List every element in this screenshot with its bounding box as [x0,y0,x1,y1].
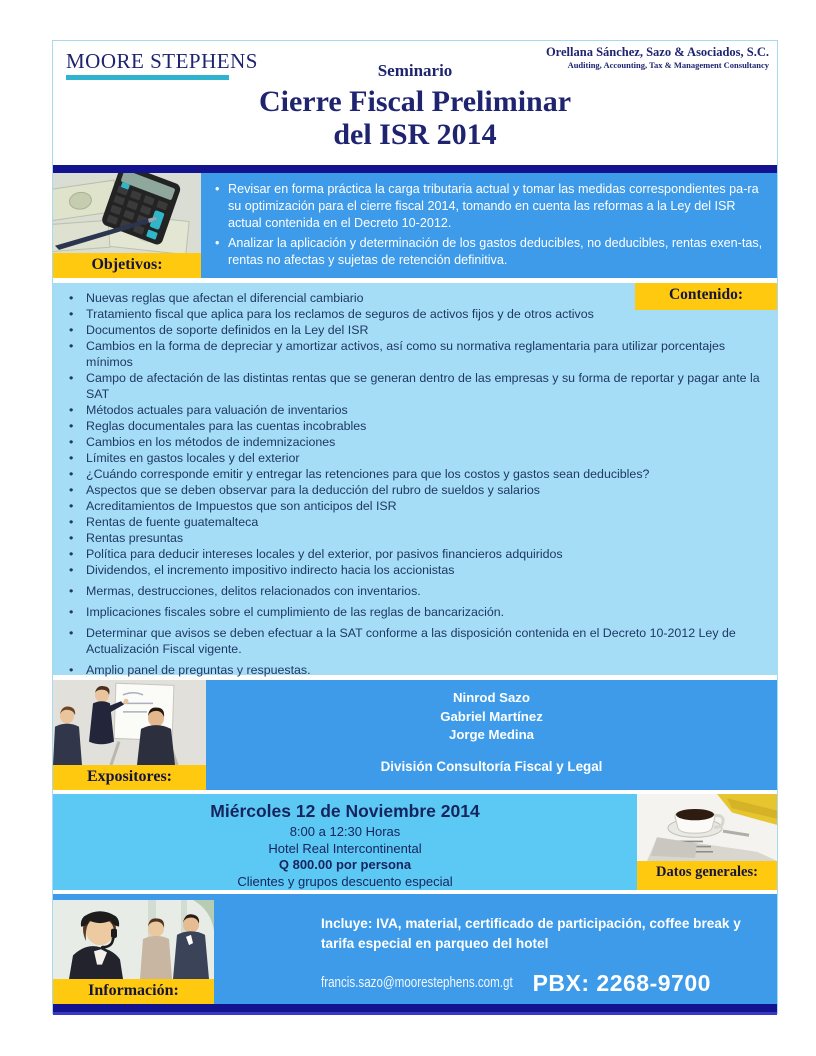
event-price: Q 800.00 por persona [278,857,412,872]
contenido-item: • Rentas de fuente guatemalteca [59,514,767,530]
contenido-item: • Tratamiento fiscal que aplica para los reclamos de seguros de activos fijos y de otros activos [59,306,767,322]
includes-text: Incluye: IVA, material, certificado de participación, coffee break y tarifa especial en parqueo del hotel [321,916,741,952]
flyer-page [52,40,778,1014]
contenido-item: • Amplio panel de preguntas y respuestas. [59,662,767,678]
contenido-item: • Documentos de soporte definidos en la Ley del ISR [59,322,767,338]
contenido-item: • Política para deducir intereses locales y del exterior, por pasivos financieros adquiridos [59,546,767,562]
contenido-item: • Cambios en la forma de depreciar y amortizar activos, así como su normativa reglamentaria para utilizar porcentajes mínimos [59,338,767,370]
flipchart-presentation-photo [53,680,206,765]
contenido-section [53,283,777,675]
objetivo-item: • Analizar la aplicación y determinación de los gastos deducibles, no deducibles, rentas exen-tas, rentas no afectas y sujetas de retención definitiva. [215,235,765,269]
expositor-name: Ninrod Sazo [453,690,530,705]
page-title-line2: del ISR 2014 [333,118,497,151]
call-center-photo [53,900,214,979]
event-venue: Hotel Real Intercontinental [268,840,422,856]
expositores-left-column [53,680,206,790]
objetivos-label: Objetivos: [53,253,201,278]
expositor-name: Gabriel Martínez [440,708,543,724]
event-date: Miércoles 12 de Noviembre 2014 [210,801,480,821]
contenido-item: • Acreditamientos de Impuestos que son anticipos del ISR [59,498,767,514]
expositores-section [53,680,777,790]
contenido-item: • Dividendos, el incremento impositivo indirecto hacia los accionistas [59,562,767,578]
informacion-section [53,894,777,1004]
contenido-item: • Cambios en los métodos de indemnizaciones [59,434,767,450]
contenido-item: • Campo de afectación de las distintas rentas que se generan dentro de las empresas y su forma de reportar y pagar ante la SAT [59,370,767,402]
expositores-division: División Consultoría Fiscal y Legal [380,758,603,774]
datos-generales-label: Datos generales: [637,861,777,890]
contenido-item: • Mermas, destrucciones, delitos relacionados con inventarios. [59,583,767,599]
informacion-label: Información: [53,979,214,1004]
contenido-item: • Límites en gastos locales y del exterior [59,450,767,466]
expositor-name: Jorge Medina [448,727,534,742]
event-time: 8:00 a 12:30 Horas [289,824,401,839]
objetivos-text-box [201,173,777,278]
contenido-item: • Métodos actuales para valuación de inventarios [59,402,767,418]
objetivos-section [53,173,777,278]
contenido-item: • Determinar que avisos se deben efectuar a la SAT conforme a las disposición contenida en el Decreto 10-2012 Ley de Actualización Fiscal vigente. [59,625,767,657]
moore-stephens-logo: MOORE STEPHENS [66,49,258,73]
event-discount-note: Clientes y grupos descuento especial [237,873,453,889]
objetivos-list [215,181,765,269]
coffee-newspaper-photo [637,794,777,861]
contact-row [321,970,767,997]
seminar-label: Seminario [377,61,453,80]
firm-tagline: Auditing, Accounting, Tax & Management Consultancy [567,60,769,70]
footer-separator-bar [53,1004,777,1015]
datos-generales-section [53,794,777,890]
contenido-item: • Aspectos que se deben observar para la deducción del rubro de sueldos y salarios [59,482,767,498]
contenido-label: Contenido: [635,283,777,310]
calculator-money-photo [53,173,201,253]
contenido-list [59,290,767,678]
firm-name: Orellana Sánchez, Sazo & Asociados, S.C. [545,45,769,59]
contact-phone: PBX: 2268-9700 [532,969,711,996]
contenido-item: • Reglas documentales para las cuentas incobrables [59,418,767,434]
informacion-text-box [321,914,767,997]
objetivos-left-column [53,173,201,278]
expositores-text-box [206,680,777,790]
contact-email-link[interactable]: francis.sazo@moorestephens.com.gt [321,975,513,992]
datos-generales-right-column [637,794,777,890]
contenido-item: • Implicaciones fiscales sobre el cumplimiento de las reglas de bancarización. [59,604,767,620]
contenido-item: • ¿Cuándo corresponde emitir y entregar las retenciones para que los costos y gastos sean deducibles? [59,466,767,482]
page-title-line1: Cierre Fiscal Preliminar [258,85,572,118]
expositores-names [206,689,777,745]
contenido-item: • Nuevas reglas que afectan el diferencial cambiario [59,290,767,306]
objetivo-item: • Revisar en forma práctica la carga tributaria actual y tomar las medidas correspondientes pa-ra su optimización para el cierre fiscal 2014, tomando en cuenta las reformas a la Ley del ISR actual contenida en el Decreto 10-2012. [215,181,765,232]
informacion-left-column [53,900,214,1004]
datos-generales-text-box [53,794,637,890]
header-separator-bar [53,165,777,173]
title-block [53,61,777,151]
header [53,41,777,165]
expositores-label: Expositores: [53,765,206,790]
contenido-item: • Rentas presuntas [59,530,767,546]
